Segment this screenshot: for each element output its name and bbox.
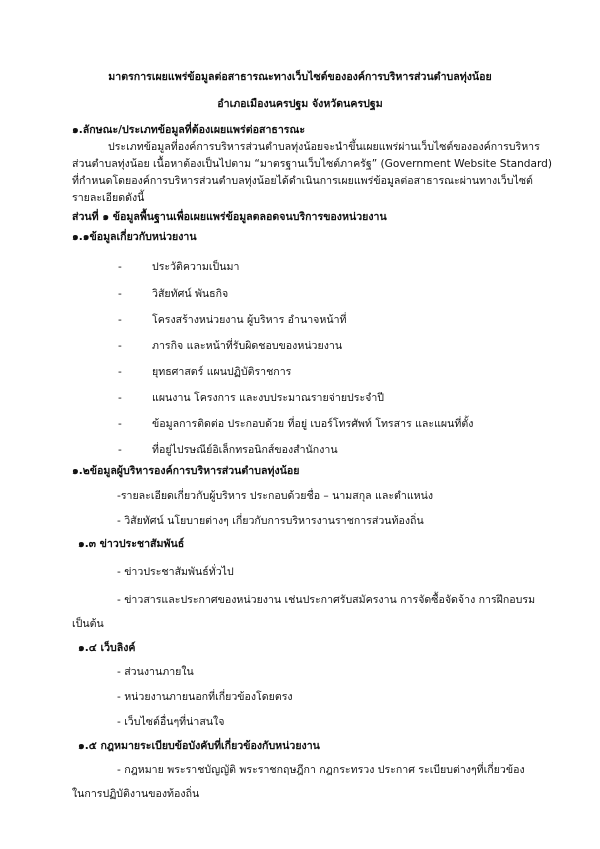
section1-para-line4: รายละเอียดดังนี้: [72, 192, 145, 204]
s13-item2-line2: เป็นต้น: [72, 618, 104, 630]
list-item: -รายละเอียดเกี่ยวกับผู้บริหาร ประกอบด้วยชื่อ – นามสกุล และตำแหน่ง: [117, 490, 434, 502]
s11-bullet: -: [118, 418, 122, 430]
list-item: - ส่วนงานภายใน: [117, 666, 194, 678]
s11-bullet: -: [118, 444, 122, 456]
list-item: - วิสัยทัศน์ นโยบายต่างๆ เกี่ยวกับการบริหารงานราชการส่วนท้องถิ่น: [117, 515, 424, 527]
s11-bullet: -: [118, 288, 122, 300]
s13-item2-line1: - ข่าวสารและประกาศของหน่วยงาน เช่นประกาศรับสมัครงาน การจัดซื้อจัดจ้าง การฝึกอบรม: [117, 594, 536, 606]
s14-heading: ๑.๔ เว็บลิงค์: [78, 642, 136, 654]
part1-heading: ส่วนที่ ๑ ข้อมูลพื้นฐานเพื่อเผยแพร่ข้อมูลตลอดจนบริการของหน่วยงาน: [72, 211, 387, 223]
list-item: ภารกิจ และหน้าที่รับผิดชอบของหน่วยงาน: [152, 340, 343, 352]
doc-title-line2: อำเภอเมืองนครปฐม จังหวัดนครปฐม: [217, 98, 383, 110]
s11-bullet: -: [118, 340, 122, 352]
list-item: โครงสร้างหน่วยงาน ผู้บริหาร อำนาจหน้าที่: [152, 314, 347, 326]
list-item: - ข่าวประชาสัมพันธ์ทั่วไป: [117, 566, 234, 578]
s15-item1-line2: ในการปฏิบัติงานของท้องถิ่น: [72, 788, 200, 800]
list-item: - หน่วยงานภายนอกที่เกี่ยวข้องโดยตรง: [117, 691, 293, 703]
s11-heading: ๑.๑ข้อมูลเกี่ยวกับหน่วยงาน: [72, 231, 197, 243]
section1-para-line2: ส่วนตำบลทุ่งน้อย เนื้อหาต้องเป็นไปตาม “มาตรฐานเว็บไซต์ภาครัฐ” (Government Website Standard): [72, 158, 553, 170]
section1-para-line3: ที่กำหนดโดยองค์การบริหารส่วนตำบลทุ่งน้อยได้ดำเนินการเผยแพร่ข้อมูลต่อสาธารณะผ่านทางเว็บไซต์: [72, 175, 533, 187]
s15-item1-line1: - กฎหมาย พระราชบัญญัติ พระราชกฤษฎีกา กฎกระทรวง ประกาศ ระเบียบต่างๆที่เกี่ยวข้อง: [117, 764, 525, 776]
list-item: ประวัติความเป็นมา: [152, 261, 240, 273]
list-item: วิสัยทัศน์ พันธกิจ: [152, 288, 229, 300]
s11-bullet: -: [118, 261, 122, 273]
s12-heading: ๑.๒ข้อมูลผู้บริหารองค์การบริหารส่วนตำบลทุ่งน้อย: [72, 465, 300, 477]
s11-bullet: -: [118, 314, 122, 326]
s11-bullet: -: [118, 366, 122, 378]
s11-bullet: -: [118, 392, 122, 404]
doc-title-line1: มาตรการเผยแพร่ข้อมูลต่อสาธารณะทางเว็บไซต์ขององค์การบริหารส่วนตำบลทุ่งน้อย: [108, 71, 492, 83]
section1-para-line1: ประเภทข้อมูลที่องค์การบริหารส่วนตำบลทุ่งน้อยจะนำขึ้นเผยแพร่ผ่านเว็บไซต์ขององค์การบริหาร: [108, 141, 540, 153]
s13-heading: ๑.๓ ข่าวประชาสัมพันธ์: [78, 538, 185, 550]
list-item: ยุทธศาสตร์ แผนปฏิบัติราชการ: [152, 366, 292, 378]
s15-heading: ๑.๕ กฎหมายระเบียบข้อบังคับที่เกี่ยวข้องกับหน่วยงาน: [78, 740, 320, 752]
list-item: ข้อมูลการติดต่อ ประกอบด้วย ที่อยู่ เบอร์โทรศัพท์ โทรสาร และแผนที่ตั้ง: [152, 418, 474, 430]
list-item: แผนงาน โครงการ และงบประมาณรายจ่ายประจำปี: [152, 392, 385, 404]
section1-heading: ๑.ลักษณะ/ประเภทข้อมูลที่ต้องเผยแพร่ต่อสาธารณะ: [72, 124, 306, 136]
list-item: - เว็บไซต์อื่นๆที่น่าสนใจ: [117, 716, 225, 728]
list-item: ที่อยู่ไปรษณีย์อิเล็กทรอนิกส์ของสำนักงาน: [152, 444, 338, 456]
